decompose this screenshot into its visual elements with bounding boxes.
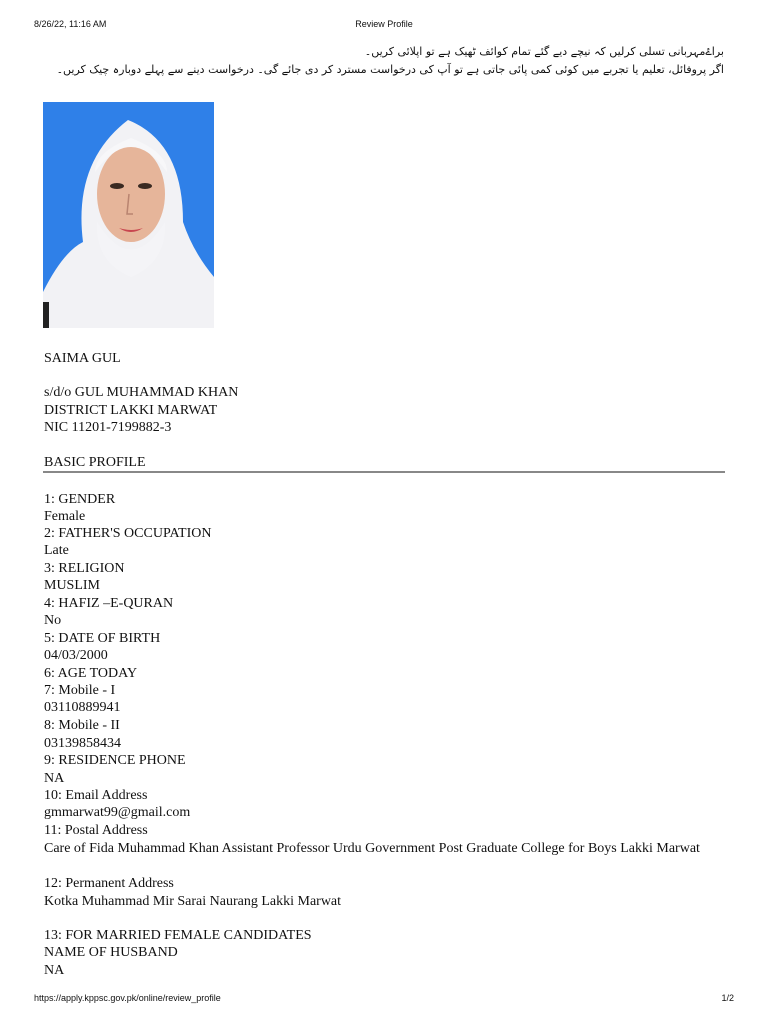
candidate-photo-image xyxy=(43,102,214,328)
field-value-fathers-occupation: Late xyxy=(44,543,69,558)
field-value-permanent-address: Kotka Muhammad Mir Sarai Naurang Lakki Marwat xyxy=(44,894,342,909)
field-label-gender: 1: GENDER xyxy=(44,492,116,507)
field-value-residence-phone: NA xyxy=(44,771,65,786)
footer-page-number: 1/2 xyxy=(721,993,734,1003)
field-label-residence-phone: 9: RESIDENCE PHONE xyxy=(44,753,186,768)
candidate-parent: s/d/o GUL MUHAMMAD KHAN xyxy=(44,385,239,400)
field-label-email: 10: Email Address xyxy=(44,788,148,803)
field-value-mobile-2: 03139858434 xyxy=(44,736,121,751)
field-label-husband-name: NAME OF HUSBAND xyxy=(44,945,178,960)
field-value-email: gmmarwat99@gmail.com xyxy=(44,805,191,820)
section-divider xyxy=(43,471,725,473)
field-value-religion: MUSLIM xyxy=(44,578,101,593)
print-title: Review Profile xyxy=(355,19,413,29)
field-label-religion: 3: RELIGION xyxy=(44,561,125,576)
field-label-mobile-1: 7: Mobile - I xyxy=(44,683,116,698)
field-label-date-of-birth: 5: DATE OF BIRTH xyxy=(44,631,161,646)
candidate-nic: NIC 11201-7199882-3 xyxy=(44,420,172,435)
married-section-heading: 13: FOR MARRIED FEMALE CANDIDATES xyxy=(44,928,312,943)
field-value-gender: Female xyxy=(44,509,86,524)
urdu-notice-line-1: براۓمہربانی تسلی کرلیں کہ نیچے دیے گئے تمام کوائف ٹھیک ہے تو اپلائی کریں۔ xyxy=(364,45,724,58)
print-datetime: 8/26/22, 11:16 AM xyxy=(34,19,107,29)
candidate-photo xyxy=(43,102,214,328)
field-label-age-today: 6: AGE TODAY xyxy=(44,666,138,681)
field-value-hafiz-e-quran: No xyxy=(44,613,62,628)
urdu-notice-line-2: اگر پروفائل، تعلیم یا تجربے میں کوئی کمی پائی جاتی ہے تو آپ کی درخواست مسترد کر دی جائے گی۔ درخواست دینے سے پہلے دوبارہ چیک کریں۔ xyxy=(56,63,724,76)
candidate-district: DISTRICT LAKKI MARWAT xyxy=(44,403,218,418)
footer-url: https://apply.kppsc.gov.pk/online/review_profile xyxy=(34,993,221,1003)
field-label-hafiz-e-quran: 4: HAFIZ –E-QURAN xyxy=(44,596,174,611)
field-label-permanent-address: 12: Permanent Address xyxy=(44,876,174,891)
field-value-postal-address: Care of Fida Muhammad Khan Assistant Professor Urdu Government Post Graduate College for Boys Lakki Marwat xyxy=(44,841,700,856)
field-label-mobile-2: 8: Mobile - II xyxy=(44,718,120,733)
field-value-date-of-birth: 04/03/2000 xyxy=(44,648,108,663)
candidate-name: SAIMA GUL xyxy=(44,351,121,366)
field-label-postal-address: 11: Postal Address xyxy=(44,823,148,838)
section-title-basic-profile: BASIC PROFILE xyxy=(44,455,146,470)
field-label-fathers-occupation: 2: FATHER'S OCCUPATION xyxy=(44,526,212,541)
field-value-husband-name: NA xyxy=(44,963,65,978)
field-value-mobile-1: 03110889941 xyxy=(44,700,121,715)
